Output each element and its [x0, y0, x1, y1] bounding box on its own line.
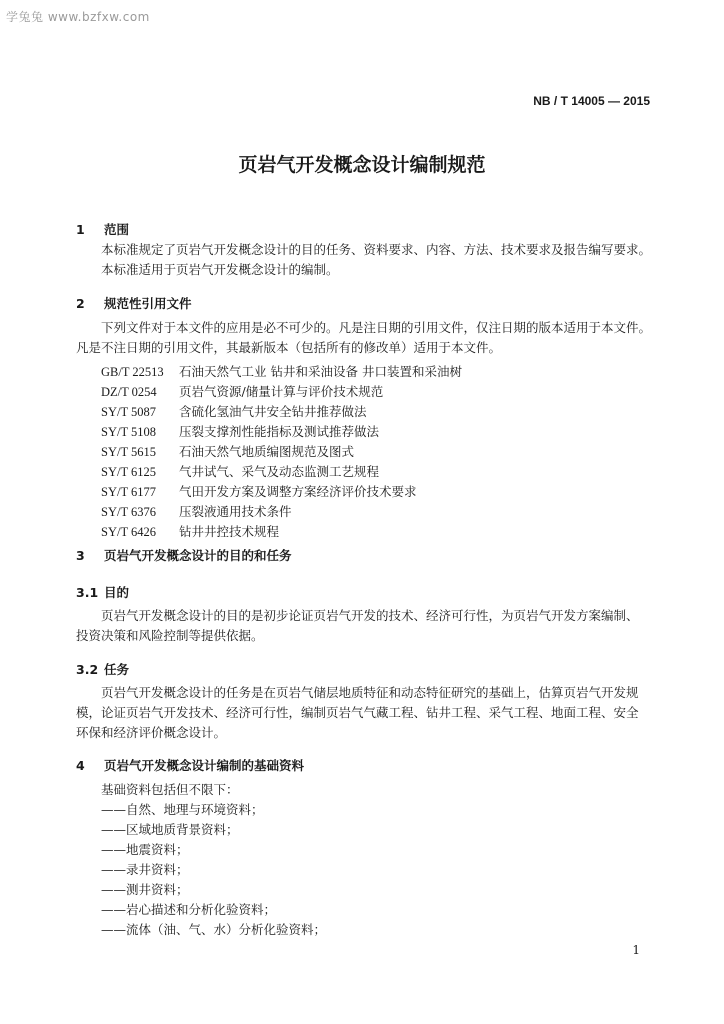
section-3-1-heading	[76, 583, 129, 601]
section-number: 1	[76, 222, 85, 237]
section-2-heading	[76, 294, 192, 312]
s32-paragraph-line: 页岩气开发概念设计的任务是在页岩气储层地质特征和动态特征研究的基础上，估算页岩气开发规	[101, 685, 639, 700]
reference-code: SY/T 6376	[101, 505, 156, 519]
reference-item	[101, 362, 462, 380]
section-number: 2	[76, 296, 85, 311]
section-title: 页岩气开发概念设计编制的基础资料	[104, 758, 305, 773]
reference-title: 钻井井控技术规程	[179, 524, 280, 539]
reference-title: 压裂支撑剂性能指标及测试推荐做法	[179, 424, 380, 439]
watermark: 学兔兔 www.bzfxw.com	[6, 10, 150, 24]
section-3-heading	[76, 546, 292, 564]
reference-code: SY/T 6426	[101, 525, 156, 539]
reference-item	[101, 482, 417, 500]
reference-code: SY/T 5615	[101, 445, 156, 459]
material-item: ——地震资料；	[101, 842, 189, 857]
page-number: 1	[632, 943, 640, 957]
section-1-heading	[76, 220, 129, 238]
reference-item	[101, 522, 279, 540]
reference-code: SY/T 5087	[101, 405, 156, 419]
section-title: 目的	[104, 585, 130, 600]
reference-title: 石油天然气地质编图规范及图式	[179, 444, 355, 459]
reference-code: SY/T 6125	[101, 465, 156, 479]
reference-item	[101, 502, 292, 520]
reference-title: 石油天然气工业 钻井和采油设备 井口装置和采油树	[179, 364, 462, 379]
s32-paragraph-line: 环保和经济评价概念设计。	[76, 725, 227, 740]
s31-paragraph-line: 投资决策和风险控制等提供依据。	[76, 628, 264, 643]
material-item: ——自然、地理与环境资料；	[101, 802, 264, 817]
reference-title: 气田开发方案及调整方案经济评价技术要求	[179, 484, 417, 499]
s32-paragraph-line: 模，论证页岩气开发技术、经济可行性，编制页岩气气藏工程、钻井工程、采气工程、地面工程、安全	[76, 705, 639, 720]
s1-paragraph-line: 本标准规定了页岩气开发概念设计的目的任务、资料要求、内容、方法、技术要求及报告编写要求。	[101, 242, 652, 257]
section-title: 页岩气开发概念设计的目的和任务	[104, 548, 292, 563]
reference-item	[101, 402, 367, 420]
section-title: 任务	[104, 662, 130, 677]
reference-title: 压裂液通用技术条件	[179, 504, 292, 519]
reference-code: SY/T 5108	[101, 425, 156, 439]
section-title: 范围	[104, 222, 130, 237]
material-item: ——区域地质背景资料；	[101, 822, 239, 837]
section-3-2-heading	[76, 660, 129, 678]
material-item: ——测井资料；	[101, 882, 189, 897]
reference-title: 页岩气资源/储量计算与评价技术规范	[179, 384, 384, 399]
standard-code: NB / T 14005 — 2015	[533, 94, 650, 108]
reference-item	[101, 462, 379, 480]
section-title: 规范性引用文件	[104, 296, 192, 311]
s2-paragraph-line: 下列文件对于本文件的应用是必不可少的。凡是注日期的引用文件，仅注日期的版本适用于本文件。	[101, 320, 652, 335]
reference-title: 气井试气、采气及动态监测工艺规程	[179, 464, 380, 479]
material-item: ——岩心描述和分析化验资料；	[101, 902, 277, 917]
section-number: 4	[76, 758, 85, 773]
document-title: 页岩气开发概念设计编制规范	[238, 154, 486, 176]
s2-paragraph-line: 凡是不注日期的引用文件，其最新版本（包括所有的修改单）适用于本文件。	[76, 340, 502, 355]
reference-code: SY/T 6177	[101, 485, 156, 499]
reference-item	[101, 382, 383, 400]
reference-item	[101, 422, 379, 440]
reference-title: 含硫化氢油气井安全钻井推荐做法	[179, 404, 367, 419]
material-item: ——流体（油、气、水）分析化验资料；	[101, 922, 327, 937]
reference-code: DZ/T 0254	[101, 385, 157, 399]
material-item: ——录井资料；	[101, 862, 189, 877]
reference-code: GB/T 22513	[101, 365, 164, 379]
s31-paragraph-line: 页岩气开发概念设计的目的是初步论证页岩气开发的技术、经济可行性，为页岩气开发方案编制、	[101, 608, 639, 623]
section-number: 3	[76, 548, 85, 563]
s1-paragraph-line: 本标准适用于页岩气开发概念设计的编制。	[101, 262, 339, 277]
reference-item	[101, 442, 354, 460]
section-number: 3.2	[76, 662, 99, 677]
section-number: 3.1	[76, 585, 99, 600]
s4-intro: 基础资料包括但不限下：	[101, 782, 239, 797]
section-4-heading	[76, 756, 304, 774]
